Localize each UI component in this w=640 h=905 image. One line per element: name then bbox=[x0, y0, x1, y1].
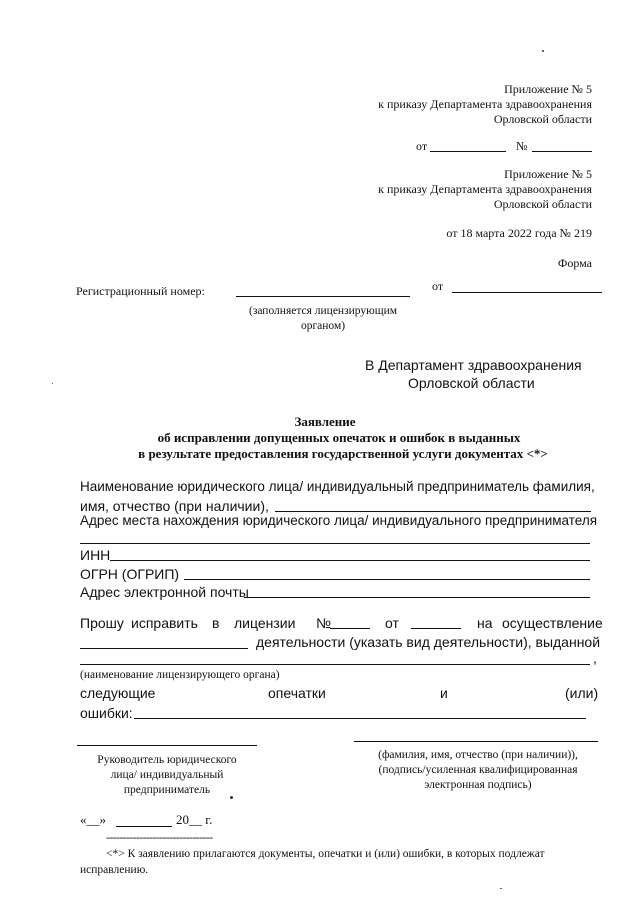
scan-speck bbox=[542, 50, 544, 52]
ogrn-input-line bbox=[184, 579, 590, 580]
inn-input-line bbox=[110, 560, 590, 561]
appendix-top-line1: Приложение № 5 bbox=[504, 82, 592, 96]
date-day: «__» bbox=[80, 812, 106, 827]
registration-date-blank bbox=[452, 292, 602, 293]
appendix-second-line1: Приложение № 5 bbox=[504, 167, 592, 181]
following-word-3: и bbox=[440, 685, 448, 701]
inn-label: ИНН bbox=[80, 547, 111, 563]
signature-left-line1: Руководитель юридического bbox=[97, 754, 237, 766]
registration-hint-line2: органом) bbox=[300, 320, 346, 332]
appendix-top-date-blank bbox=[430, 151, 506, 152]
signature-right-line3: электронная подпись) bbox=[424, 779, 532, 791]
title-line3: в результате предоставления государственной услуги документах <*> bbox=[138, 446, 548, 461]
scan-speck bbox=[500, 888, 502, 889]
signature-right-line2: (подпись/усиленная квалифицированная bbox=[378, 764, 578, 776]
name-input-line bbox=[275, 511, 591, 512]
address-label: Адрес места нахождения юридического лица/ индивидуального предпринимателя bbox=[80, 513, 598, 528]
errors-label: ошибки: bbox=[80, 705, 133, 721]
request-word-3: в bbox=[212, 615, 220, 631]
appendix-second-line3: Орловской области bbox=[493, 197, 592, 211]
following-word-1: следующие bbox=[80, 685, 156, 701]
title-line2: об исправлении допущенных опечаток и ошибок в выданных bbox=[157, 430, 521, 445]
appendix-top-line2: к приказу Департамента здравоохранения bbox=[378, 97, 592, 111]
date-month-blank bbox=[116, 826, 172, 827]
registration-number-blank bbox=[236, 296, 410, 297]
following-word-4: (или) bbox=[565, 685, 599, 701]
name-label-line1: Наименование юридического лица/ индивидуальный предприниматель фамилия, bbox=[80, 479, 595, 494]
addressee-line2: Орловской области bbox=[408, 375, 535, 391]
email-input-line bbox=[244, 597, 590, 598]
request-word-5: № bbox=[316, 615, 332, 631]
activity-blank bbox=[80, 648, 248, 649]
name-label-line2: имя, отчество (при наличии), bbox=[80, 498, 269, 514]
signature-right-line1: (фамилия, имя, отчество (при наличии)), bbox=[378, 749, 578, 761]
title-line1: Заявление bbox=[294, 414, 356, 429]
scan-speck bbox=[52, 383, 53, 384]
request-word-1: Прошу bbox=[80, 615, 124, 631]
request-word-6: от bbox=[385, 615, 399, 631]
issuer-hint: (наименование лицензирующего органа) bbox=[80, 669, 280, 681]
request-comma: , bbox=[593, 650, 597, 666]
request-word-4: лицензии bbox=[234, 615, 296, 631]
ogrn-label: ОГРН (ОГРИП) bbox=[80, 566, 180, 582]
request-word-7: на bbox=[477, 615, 493, 631]
addressee-line1: В Департамент здравоохранения bbox=[365, 357, 582, 373]
scan-speck bbox=[230, 796, 233, 799]
registration-hint-line1: (заполняется лицензирующим bbox=[248, 305, 398, 317]
following-word-2: опечатки bbox=[268, 685, 326, 701]
registration-from: от bbox=[432, 279, 444, 293]
appendix-top-number-blank bbox=[532, 151, 592, 152]
appendix-top-from: от bbox=[416, 139, 428, 153]
signature-right-line bbox=[354, 741, 598, 742]
footnote-line2: исправлению. bbox=[80, 864, 149, 876]
request-word-8: осуществление bbox=[502, 615, 603, 631]
signature-left-line2: лица/ индивидуальный bbox=[110, 769, 224, 781]
address-input-line bbox=[80, 543, 590, 544]
request-line2-text: деятельности (указать вид деятельности), выданной bbox=[256, 634, 601, 650]
date-year: 20__ г. bbox=[176, 812, 213, 827]
issuer-blank bbox=[80, 664, 590, 665]
errors-input-line bbox=[134, 718, 586, 719]
request-word-2: исправить bbox=[131, 615, 198, 631]
footnote-line1: <*> К заявлению прилагаются документы, опечатки и (или) ошибки, в которых подлежат bbox=[106, 848, 545, 860]
appendix-second-date: от 18 марта 2022 года № 219 bbox=[446, 226, 592, 240]
appendix-second-line2: к приказу Департамента здравоохранения bbox=[378, 182, 592, 196]
form-label: Форма bbox=[557, 256, 592, 270]
signature-left-line bbox=[77, 745, 257, 746]
footnote-separator: -------------------------------- bbox=[106, 832, 213, 844]
registration-label: Регистрационный номер: bbox=[76, 284, 205, 298]
appendix-top-line3: Орловской области bbox=[493, 112, 592, 126]
license-date-blank bbox=[411, 628, 461, 629]
appendix-top-number: № bbox=[516, 139, 528, 153]
email-label: Адрес электронной почты bbox=[80, 584, 249, 600]
signature-left-line3: предприниматель bbox=[123, 784, 211, 796]
license-number-blank bbox=[330, 628, 370, 629]
